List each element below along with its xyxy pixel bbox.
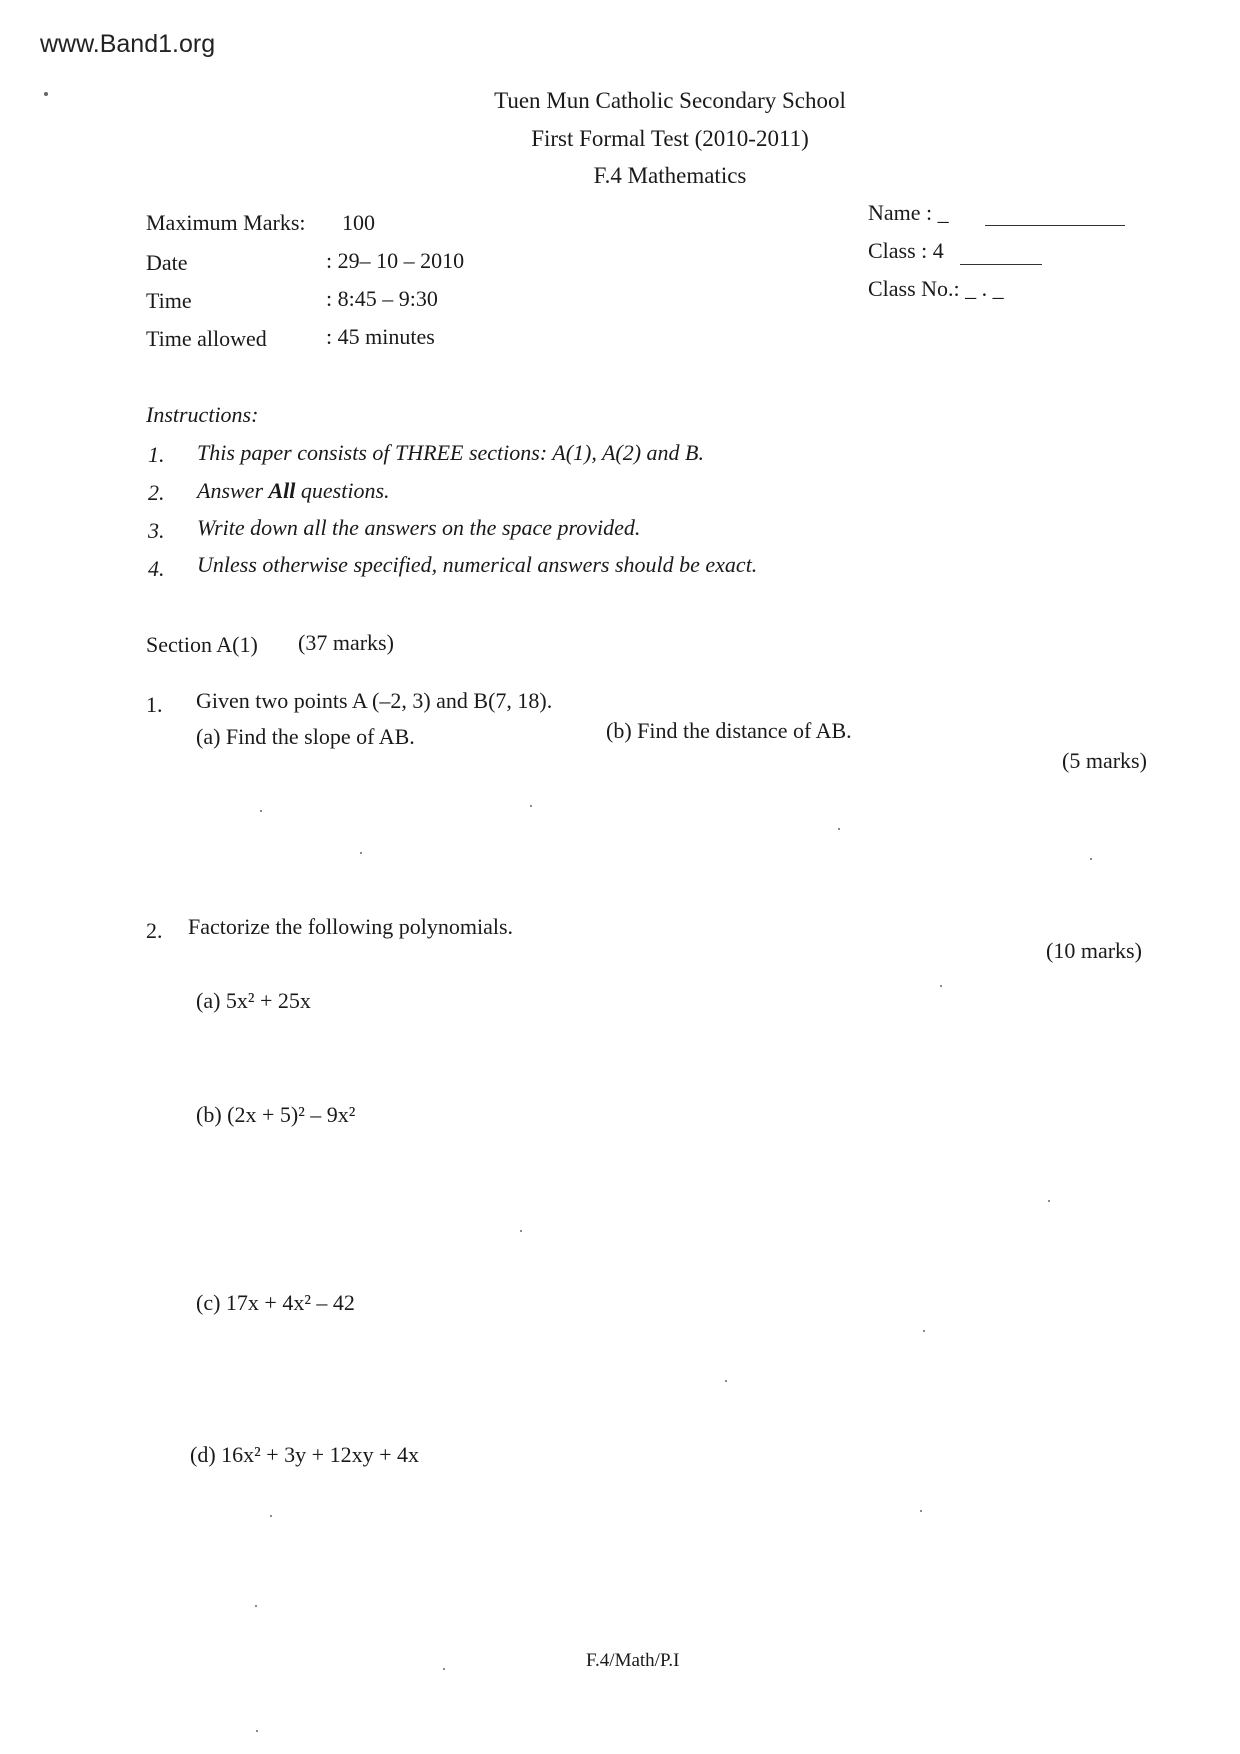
section-marks: (37 marks) — [298, 630, 394, 655]
scan-speck — [838, 828, 840, 830]
test-title: First Formal Test (2010-2011) — [531, 126, 809, 151]
question-1-stem: Given two points A (–2, 3) and B(7, 18). — [196, 688, 553, 713]
class-field-label: Class : 4 — [868, 238, 944, 263]
question-1-part-a: (a) Find the slope of AB. — [196, 724, 415, 749]
scan-speck — [520, 1230, 522, 1232]
time-value: : 8:45 – 9:30 — [326, 286, 438, 311]
instruction-text-part: Answer — [197, 478, 269, 503]
subject-title: F.4 Mathematics — [593, 163, 747, 188]
scan-speck — [270, 1515, 272, 1517]
date-value: : 29– 10 – 2010 — [326, 248, 465, 273]
school-name: Tuen Mun Catholic Secondary School — [494, 88, 846, 113]
instruction-text — [197, 440, 704, 466]
question-2-part-a: (a) 5x² + 25x — [196, 988, 311, 1013]
question-2-stem: Factorize the following polynomials. — [188, 914, 514, 939]
question-2-part-c: (c) 17x + 4x² – 42 — [196, 1290, 355, 1315]
question-1-part-b: (b) Find the distance of AB. — [606, 718, 852, 743]
scan-speck — [256, 1730, 258, 1732]
time-allowed-label: Time allowed — [146, 326, 267, 351]
class-no-field-label: Class No.: _ . _ — [868, 276, 1004, 301]
instruction-number: 2. — [148, 480, 165, 505]
name-field-label: Name : _ — [868, 200, 949, 225]
class-underline — [960, 264, 1042, 265]
scan-speck — [443, 1668, 445, 1670]
time-label: Time — [146, 288, 192, 313]
time-allowed-value: : 45 minutes — [326, 324, 435, 349]
question-2-number: 2. — [146, 918, 163, 943]
scan-speck — [530, 805, 532, 807]
instruction-text-part: Write down all the answers on the space provided. — [197, 515, 641, 540]
instruction-bold: All — [268, 478, 296, 503]
instruction-text-part: questions. — [295, 478, 390, 503]
scan-speck — [1090, 858, 1092, 860]
question-2-part-b: (b) (2x + 5)² – 9x² — [196, 1102, 356, 1127]
scan-speck — [255, 1605, 257, 1607]
scan-speck — [260, 810, 262, 812]
question-1-number: 1. — [146, 692, 163, 717]
scan-speck — [920, 1510, 922, 1512]
instruction-number: 4. — [148, 556, 165, 581]
instruction-number: 1. — [148, 442, 165, 467]
instruction-text — [197, 515, 640, 541]
max-marks-label: Maximum Marks: — [146, 210, 306, 235]
site-watermark: www.Band1.org — [40, 30, 216, 58]
instruction-text-part: Unless otherwise specified, numerical answers should be exact. — [197, 552, 758, 577]
instructions-title: Instructions: — [146, 402, 259, 427]
instruction-text-part: This paper consists of THREE sections: A(1), A(2) and B. — [197, 440, 704, 465]
question-1-marks: (5 marks) — [1062, 748, 1147, 773]
scan-speck — [44, 92, 48, 96]
name-underline — [985, 225, 1125, 226]
scan-speck — [725, 1380, 727, 1382]
max-marks-value: 100 — [342, 210, 375, 235]
instruction-text — [197, 478, 390, 504]
question-2-marks: (10 marks) — [1046, 938, 1142, 963]
instruction-number: 3. — [148, 518, 165, 543]
question-2-part-d: (d) 16x² + 3y + 12xy + 4x — [190, 1442, 419, 1467]
scan-speck — [360, 852, 362, 854]
scan-speck — [940, 985, 942, 987]
scan-speck — [1048, 1200, 1050, 1202]
page-footer: F.4/Math/P.I — [586, 1650, 680, 1671]
date-label: Date — [146, 250, 188, 275]
section-title: Section A(1) — [146, 632, 258, 657]
instruction-text — [197, 552, 757, 578]
scan-speck — [923, 1330, 925, 1332]
